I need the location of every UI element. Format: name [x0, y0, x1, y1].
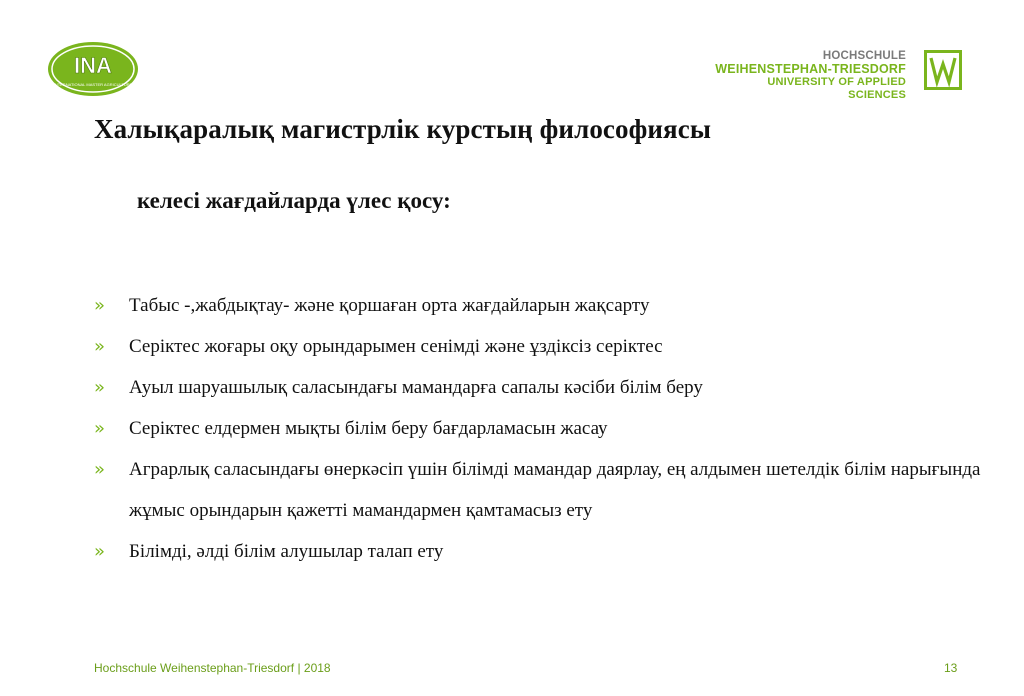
- slide-subtitle: келесі жағдайларда үлес қосу:: [137, 188, 451, 213]
- bullet-marker-icon: »: [94, 459, 106, 480]
- hsw-logo-icon: [924, 50, 962, 90]
- bullet-text: Серіктес елдермен мықты білім беру бағдарламасын жасау: [129, 418, 608, 439]
- bullet-item: [94, 449, 989, 531]
- hsw-logo-line3: UNIVERSITY OF APPLIED SCIENCES: [767, 76, 906, 101]
- bullet-item: [94, 285, 984, 326]
- hsw-logo: [712, 50, 962, 101]
- bullet-text: Ауыл шаруашылық саласындағы мамандарға сапалы кәсіби білім беру: [129, 377, 703, 398]
- bullet-marker-icon: »: [94, 418, 106, 439]
- bullet-marker-icon: »: [94, 541, 106, 562]
- ina-logo-caption: INTERNATIONAL MASTER AGRICULTURE: [53, 82, 133, 87]
- bullet-item: [94, 408, 984, 449]
- bullet-marker-icon: »: [94, 377, 106, 398]
- bullet-item: [94, 367, 984, 408]
- bullet-text: Білімді, әлді білім алушылар талап ету: [129, 541, 444, 562]
- bullet-item: [94, 531, 984, 572]
- hsw-logo-line2: WEIHENSTEPHAN-TRIESDORF: [715, 62, 906, 76]
- bullet-item: [94, 326, 984, 367]
- ina-logo-icon: [47, 41, 139, 97]
- bullet-marker-icon: »: [94, 295, 106, 316]
- ina-logo-text: INA: [74, 53, 112, 78]
- bullet-text: Табыс -,жабдықтау- және қоршаған орта жағдайларын жақсарту: [129, 295, 650, 316]
- bullet-list: [94, 285, 984, 572]
- slide-title: Халықаралық магистрлік курстың философиясы: [94, 114, 712, 144]
- bullet-marker-icon: »: [94, 336, 106, 357]
- footer-page-number: 13: [944, 661, 958, 675]
- bullet-text: Аграрлық саласындағы өнеркәсіп үшін білімді мамандар даярлау, ең алдымен шетелдік білім нарығында жұмыс орындарын қажетті мамандармен қамтамасыз ету: [129, 459, 981, 521]
- hsw-logo-line1: HOCHSCHULE: [822, 50, 906, 62]
- hsw-logo-text: [712, 50, 906, 102]
- footer-institution: Hochschule Weihenstephan-Triesdorf | 2018: [94, 661, 331, 675]
- bullet-text: Серіктес жоғары оқу орындарымен сенімді және ұздіксіз серіктес: [129, 336, 663, 357]
